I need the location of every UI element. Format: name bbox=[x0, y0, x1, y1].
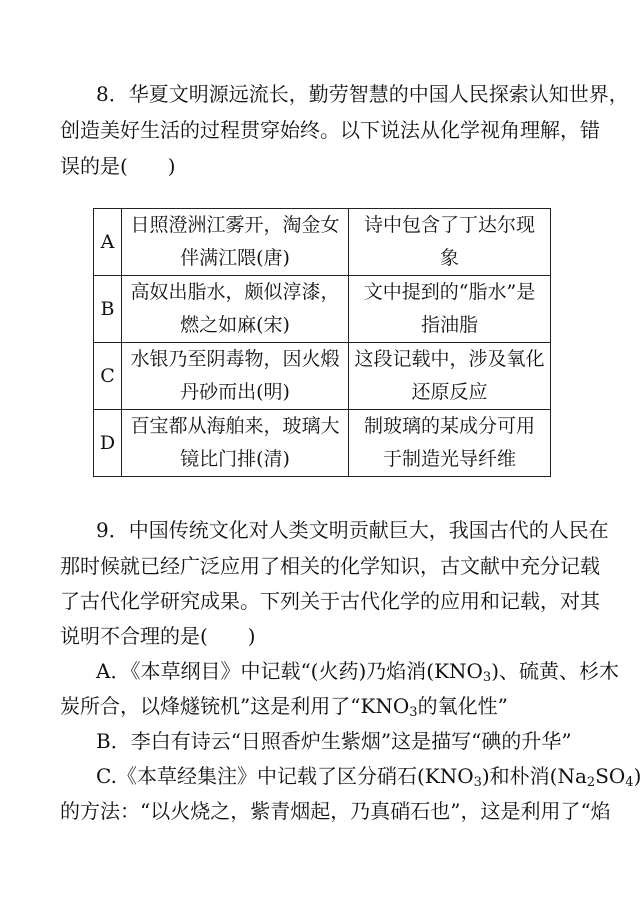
explanation-line: 象 bbox=[439, 247, 459, 269]
q9-option-c-line-2: 的方法：“以火烧之，紫青烟起，乃真硝石也”，这是利用了“焰 bbox=[60, 799, 611, 823]
explanation-line: 指油脂 bbox=[420, 314, 478, 336]
option-key: D bbox=[94, 410, 122, 477]
table-row-b bbox=[94, 276, 551, 343]
subscript: 3 bbox=[473, 775, 482, 790]
q9-stem-line-3: 了古代化学研究成果。下列关于古代化学的应用和记载，对其 bbox=[60, 589, 600, 613]
table-row-d bbox=[94, 410, 551, 477]
text-run: )、硫黄、杉木 bbox=[491, 659, 620, 683]
poem-line: 高奴出脂水，颇似淳漆， bbox=[130, 281, 340, 303]
poem-line: 丹砂而出(明) bbox=[180, 381, 290, 403]
explanation-cell bbox=[349, 209, 551, 276]
poem-line: 百宝都从海舶来，玻璃大 bbox=[130, 415, 340, 437]
table-row-c bbox=[94, 343, 551, 410]
poem-cell bbox=[122, 410, 349, 477]
q8-options-table bbox=[93, 208, 551, 477]
explanation-line: 文中提到的“脂水”是 bbox=[363, 281, 536, 303]
subscript: 3 bbox=[409, 705, 418, 720]
text-run: 炭所合，以烽燧铳机”这是利用了“KNO bbox=[60, 694, 410, 718]
explanation-line: 诗中包含了丁达尔现 bbox=[363, 214, 535, 236]
q8-stem-line-2: 创造美好生活的过程贯穿始终。以下说法从化学视角理解，错 bbox=[60, 118, 600, 142]
option-key: C bbox=[94, 343, 122, 410]
q8-stem-line-3: 误的是( ) bbox=[60, 154, 176, 178]
q9-option-b: B．李白有诗云“日照香炉生紫烟”这是描写“碘的升华” bbox=[96, 729, 572, 753]
explanation-line: 还原反应 bbox=[411, 381, 488, 403]
poem-line: 水银乃至阴毒物，因火煅 bbox=[130, 348, 340, 370]
subscript: 3 bbox=[482, 670, 492, 685]
explanation-cell bbox=[349, 410, 551, 477]
text-run: A．《本草纲目》中记载“(火药)乃焰消(KNO bbox=[96, 659, 483, 683]
poem-line: 日照澄洲江雾开，淘金女 bbox=[130, 214, 340, 236]
option-key: B bbox=[94, 276, 122, 343]
text-run: )和朴消(Na bbox=[481, 764, 587, 788]
q9-stem-line-1: 9．中国传统文化对人类文明贡献巨大，我国古代的人民在 bbox=[96, 518, 609, 542]
text-run: ) bbox=[633, 764, 641, 788]
poem-cell bbox=[122, 276, 349, 343]
option-key: A bbox=[94, 209, 122, 276]
text-run: C.《本草经集注》中记载了区分硝石(KNO bbox=[96, 764, 474, 788]
q9-stem-line-4: 说明不合理的是( ) bbox=[60, 624, 256, 648]
q9-stem-line-2: 那时候就已经广泛应用了相关的化学知识，古文献中充分记载 bbox=[60, 554, 600, 578]
poem-line: 镜比门排(清) bbox=[180, 448, 290, 470]
table-row-a bbox=[94, 209, 551, 276]
subscript: 2 bbox=[586, 775, 596, 790]
q9-option-a-line-2 bbox=[60, 692, 508, 720]
poem-cell bbox=[122, 343, 349, 410]
explanation-line: 制玻璃的某成分可用 bbox=[363, 415, 535, 437]
explanation-cell bbox=[349, 343, 551, 410]
poem-line: 伴满江隈(唐) bbox=[180, 247, 290, 269]
explanation-line: 这段记载中，涉及氧化 bbox=[354, 348, 545, 370]
poem-cell bbox=[122, 209, 349, 276]
q9-option-c-line-1 bbox=[96, 762, 641, 790]
text-run: 的氧化性” bbox=[417, 694, 508, 718]
explanation-line: 于制造光导纤维 bbox=[382, 448, 516, 470]
text-run: SO bbox=[595, 764, 626, 788]
poem-line: 燃之如麻(宋) bbox=[180, 314, 290, 336]
q8-stem-line-1: 8．华夏文明源远流长，勤劳智慧的中国人民探索认知世界， bbox=[96, 82, 629, 106]
q9-option-a-line-1 bbox=[96, 657, 619, 685]
explanation-cell bbox=[349, 276, 551, 343]
subscript: 4 bbox=[625, 775, 634, 790]
